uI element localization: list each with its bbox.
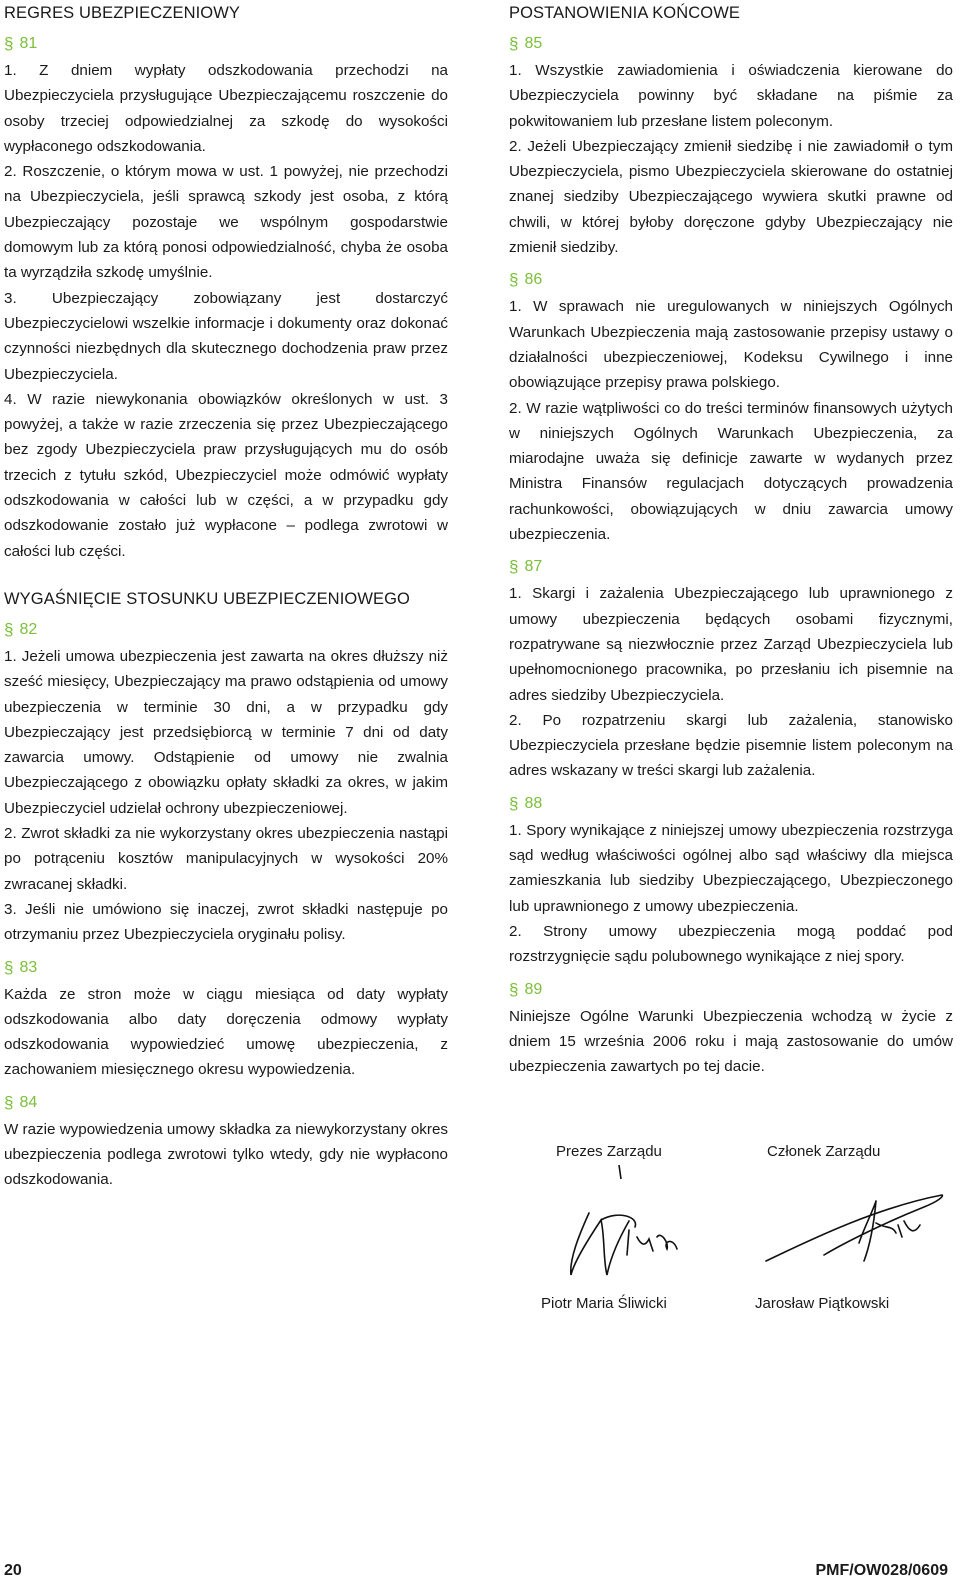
section-85 xyxy=(509,34,953,54)
section-sign-icon: § xyxy=(509,557,519,577)
right-column xyxy=(509,0,953,1079)
signatory-title: Prezes Zarządu xyxy=(556,1143,662,1160)
section-88 xyxy=(509,794,953,814)
section-sign-icon: § xyxy=(509,270,519,290)
paragraph: 2. W razie wątpliwości co do treści terminów finansowych użytych w niniejszych Ogólnych Warunkach Ubezpieczenia, za miarodajne uważa się definicje zawarte w wydanych przez Ministra Finansów regulacjach dotyczących prowadzenia rachunkowości, obowiązujących w dniu zawarcia umowy ubezpieczenia. xyxy=(509,399,953,544)
signatory-name: Piotr Maria Śliwicki xyxy=(541,1295,667,1312)
signatory-name: Jarosław Piątkowski xyxy=(755,1295,890,1312)
page-number: 20 xyxy=(4,1562,22,1579)
section-84 xyxy=(4,1093,448,1113)
signatory-title: Członek Zarządu xyxy=(767,1143,881,1160)
section-sign-icon: § xyxy=(4,619,14,639)
paragraph: 1. W sprawach nie uregulowanych w niniejszych Ogólnych Warunkach Ubezpieczenia mają zastosowanie przepisy ustawy o działalności ubezpieczeniowej, Kodeksu Cywilnego i inne obowiązujące przepisy prawa polskiego. xyxy=(509,298,953,392)
paragraph: 2. Jeżeli Ubezpieczający zmienił siedzibę i nie zawiadomił o tym Ubezpieczyciela, pismo Ubezpieczyciela skierowane do ostatniej znanej siedziby Ubezpieczającego wywiera skutki prawne od chwili, w której byłoby doręczone gdyby Ubezpieczający nie zmienił siedziby. xyxy=(509,137,953,257)
section-number: 87 xyxy=(524,558,543,576)
paragraph: 1. Z dniem wypłaty odszkodowania przechodzi na Ubezpieczyciela przysługujące Ubezpieczającemu roszczenie do osoby trzeciej odpowiedzialnej za szkodę do wysokości wypłaconego odszkodowania. xyxy=(4,62,448,155)
section-number: 84 xyxy=(19,1093,38,1111)
paragraph: 2. Roszczenie, o którym mowa w ust. 1 powyżej, nie przechodzi na Ubezpieczyciela, jeśli sprawcą szkody jest osoba, z którą Ubezpieczający pozostaje we wspólnym gospodarstwie domowym lub za którą ponosi odpowiedzialność, chyba że osoba ta wyrządziła szkodę umyślnie. xyxy=(4,163,448,282)
section-sign-icon: § xyxy=(4,957,14,977)
section-sign-icon: § xyxy=(4,1092,14,1112)
section-number: 83 xyxy=(19,958,38,976)
section-82 xyxy=(4,620,448,640)
paragraph: Każda ze stron może w ciągu miesiąca od daty wypłaty odszkodowania albo daty doręczenia odmowy wypłaty odszkodowania wypowiedzieć umowę ubezpieczenia, z zachowaniem miesięcznego okresu wypowiedzenia. xyxy=(4,985,448,1079)
document-code: PMF/OW028/0609 xyxy=(815,1562,948,1579)
heading-regres: REGRES UBEZPIECZENIOWY xyxy=(4,4,240,22)
section-81 xyxy=(4,34,448,54)
section-87 xyxy=(509,557,953,577)
section-number: 81 xyxy=(19,35,38,52)
paragraph: 1. Jeżeli umowa ubezpieczenia jest zawarta na okres dłuższy niż sześć miesięcy, Ubezpieczający ma prawo odstąpienia od umowy ubezpieczenia w terminie 30 dni, a w przypadku gdy Ubezpieczający jest przedsiębiorcą w terminie 7 dni od daty zawarcia umowy. Odstąpienie od umowy nie zwalnia Ubezpieczającego z obowiązku opłaty składki za okres, w jakim Ubezpieczyciel udzielał ochrony ubezpieczeniowej. xyxy=(4,647,448,817)
paragraph: 2. Zwrot składki za nie wykorzystany okres ubezpieczenia nastąpi po potrąceniu kosztów manipulacyjnych w wysokości 20% zwracanej składki. xyxy=(4,825,448,893)
paragraph: 2. Po rozpatrzeniu skargi lub zażalenia, stanowisko Ubezpieczyciela przesłane będzie pisemnie listem poleconym na adres wskazany w treści skargi lub zażalenia. xyxy=(509,711,953,780)
paragraph: 4. W razie niewykonania obowiązków określonych w ust. 3 powyżej, a także w razie zrzeczenia się przez Ubezpieczającego bez zgody Ubezpieczyciela praw przysługujących mu do osób trzecich z tytułu szkód, Ubezpieczyciel może odmówić wypłaty odszkodowania w całości lub w części, a w przypadku gdy odszkodowanie zostało już wypłacone – podlega zwrotowi w całości lub części. xyxy=(4,390,448,560)
paragraph: 1. Spory wynikające z niniejszej umowy ubezpieczenia rozstrzyga sąd według właściwości ogólnej albo sąd właściwy dla miejsca zamieszkania lub siedziby Ubezpieczającego, Ubezpieczonego lub uprawnionego z umowy ubezpieczenia. xyxy=(509,821,953,915)
paragraph: 3. Ubezpieczający zobowiązany jest dostarczyć Ubezpieczycielowi wszelkie informacje i dokumenty oraz dokonać czynności niezbędnych dla skutecznego dochodzenia praw przez Ubezpieczyciela. xyxy=(4,289,448,383)
section-number: 88 xyxy=(524,794,543,812)
signature-image xyxy=(764,1173,954,1283)
spacer xyxy=(4,564,448,586)
section-sign-icon: § xyxy=(509,979,519,999)
paragraph: 2. Strony umowy ubezpieczenia mogą poddać pod rozstrzygnięcie sądu polubownego wynikające z niej spory. xyxy=(509,922,953,966)
left-column xyxy=(4,0,448,1193)
section-83 xyxy=(4,958,448,978)
paragraph: Niniejsze Ogólne Warunki Ubezpieczenia wchodzą w życie z dniem 15 września 2006 roku i mają zastosowanie do umów ubezpieczenia zawartych po tej dacie. xyxy=(509,1007,953,1076)
section-number: 89 xyxy=(524,980,543,998)
paragraph: 1. Wszystkie zawiadomienia i oświadczenia kierowane do Ubezpieczyciela powinny być składane na piśmie za pokwitowaniem lub przesłane listem poleconym. xyxy=(509,62,953,130)
paragraph: W razie wypowiedzenia umowy składka za niewykorzystany okres ubezpieczenia podlega zwrotowi tylko wtedy, gdy nie wypłacono odszkodowania. xyxy=(4,1120,448,1189)
paragraph: 1. Skargi i zażalenia Ubezpieczającego lub uprawnionego z umowy ubezpieczenia będących osobami fizycznymi, rozpatrywane są niezwłocznie przez Zarząd Ubezpieczyciela lub upełnomocnionego pracownika, po przesłaniu ich pisemnie na adres siedziby Ubezpieczyciela. xyxy=(509,585,953,704)
section-number: 86 xyxy=(524,271,543,289)
section-number: 85 xyxy=(524,35,543,52)
heading-wygasniecie: WYGAŚNIĘCIE STOSUNKU UBEZPIECZENIOWEGO xyxy=(4,589,410,608)
section-sign-icon: § xyxy=(509,34,519,53)
section-sign-icon: § xyxy=(509,793,519,813)
section-sign-icon: § xyxy=(4,34,14,53)
paragraph: 3. Jeśli nie umówiono się inaczej, zwrot składki następuje po otrzymaniu przez Ubezpieczyciela oryginału polisy. xyxy=(4,900,448,944)
section-89 xyxy=(509,980,953,1000)
section-86 xyxy=(509,270,953,290)
section-number: 82 xyxy=(19,620,38,638)
signature-block xyxy=(509,1143,953,1333)
heading-postanowienia: POSTANOWIENIA KOŃCOWE xyxy=(509,4,740,22)
signature-image xyxy=(549,1165,679,1285)
